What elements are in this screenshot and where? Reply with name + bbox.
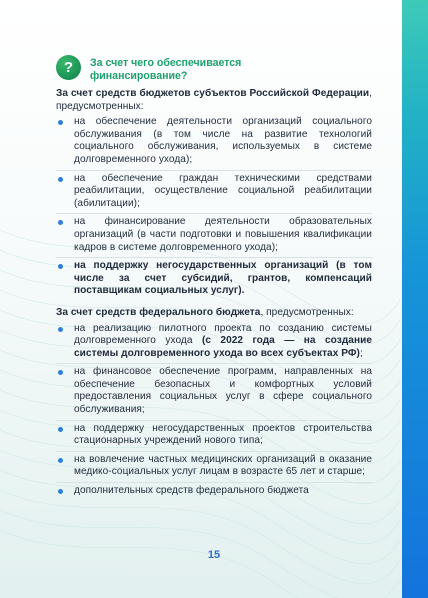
list-item: на финансирование деятельности образовательных организаций (в части подготовки и повышения квалификации кадров в системе долговременного ухода); — [56, 215, 372, 258]
section-federal-budget-lead-rest: , предусмотренных: — [260, 306, 354, 318]
list-item: на реализацию пилотного проекта по созданию системы долговременного ухода (с 2022 года — на создание системы долговременного ухода во всех субъектах РФ); — [56, 322, 372, 365]
list-item: дополнительных средств федерального бюджета — [56, 484, 372, 501]
page-number: 15 — [207, 549, 221, 561]
section-federal-budget-lead: За счет средств федерального бюджета — [56, 306, 261, 318]
bullet-icon — [58, 177, 63, 182]
bullet-icon — [58, 489, 63, 494]
bullet-icon — [58, 327, 63, 332]
section-federal-subjects-intro — [56, 88, 372, 113]
question-icon-symbol: ? — [63, 59, 74, 76]
list-item: на вовлечение частных медицинских организаций в оказание медико-социальных услуг лицам в возрасте 65 лет и старше; — [56, 453, 372, 483]
list-item: на финансовое обеспечение программ, направленных на обеспечение безопасных и комфортных условий предоставления социальных услуг в сфере социального обслуживания; — [56, 365, 372, 420]
section-federal-subjects-lead: За счет средств бюджетов субъектов Российской Федерации — [56, 88, 370, 99]
section-federal-budget-intro — [56, 307, 372, 320]
list-item: на обеспечение деятельности организаций социального обслуживания (в том числе на развитие технологий социального обслуживания, используемых в системе долговременного ухода); — [56, 115, 372, 170]
section-federal-budget-list — [56, 322, 372, 501]
list-item: на поддержку негосударственных организаций (в том числе за счет субсидий, грантов, компенсаций поставщикам социальных услуг). — [56, 259, 372, 301]
bullet-icon — [58, 264, 63, 269]
bullet-icon — [58, 370, 63, 375]
page-content — [56, 88, 372, 507]
bullet-icon — [58, 427, 63, 432]
question-heading: За счет чего обеспечивается финансирование? — [90, 57, 242, 82]
bullet-icon — [58, 220, 63, 225]
bullet-icon — [58, 120, 63, 125]
question-icon — [56, 55, 81, 80]
bullet-icon — [58, 458, 63, 463]
list-item: на обеспечение граждан техническими средствами реабилитации, осуществление социальной реабилитации (абилитации); — [56, 172, 372, 215]
section-federal-subjects-lead-rest: , предусмотренных: — [56, 88, 372, 112]
list-item: на поддержку негосударственных проектов строительства стационарных учреждений нового типа; — [56, 422, 372, 452]
section-federal-subjects-list — [56, 115, 372, 301]
side-color-band — [402, 0, 428, 598]
